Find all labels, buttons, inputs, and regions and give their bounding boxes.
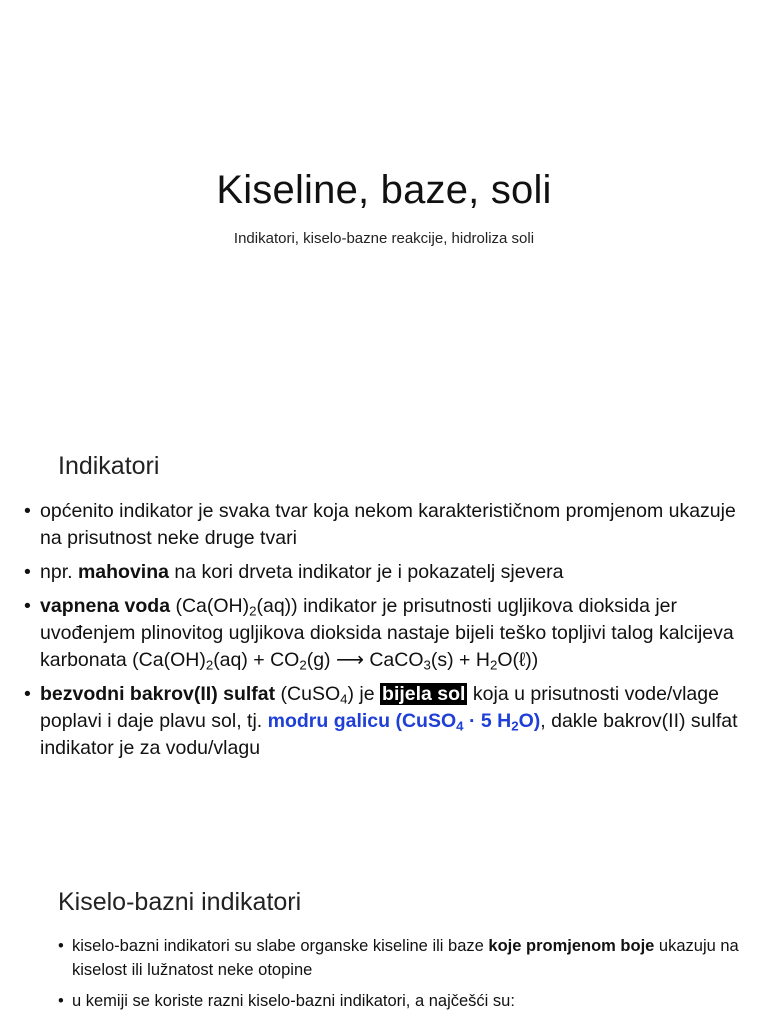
bullet-dot-icon: • [24,500,31,522]
bullet-text: na kori drveta indikator je i pokazatelj sjevera [168,561,564,583]
bullet-text: (aq) + CO [213,649,300,671]
bold-term-bakrov-sulfat: bezvodni bakrov(II) sulfat [40,683,276,705]
bullet-text: (g) ⟶ CaCO [306,649,424,671]
bullet-item-vapnena-voda [24,593,754,674]
bullet-dot-icon: • [24,683,31,705]
bullet-dot-icon: • [58,937,64,955]
bullet-text: ukazuju na kiselost ili lužnatost neke otopine [72,937,739,979]
bullet-item-general-indicator [24,498,754,552]
bullet-item-mahovina [24,559,754,586]
bullet-text: (CuSO [275,683,341,705]
bullet-text: npr. [40,561,78,583]
kiselo-bazni-slide [0,844,768,1024]
blue-text: · 5 H [463,710,512,732]
bullet-text: ) je [347,683,381,705]
highlighted-term-bijela-sol: bijela sol [382,683,466,705]
bullet-text: (s) + H [430,649,490,671]
subscript: 3 [423,657,431,673]
indikatori-slide [0,432,768,844]
subscript: 2 [205,657,214,673]
bullet-item-najcesci [58,989,748,1013]
bullet-text: O(ℓ)) [497,649,539,671]
bullet-item-organske-kiseline [58,934,748,982]
blue-text: modru galicu (CuSO [267,710,457,732]
bullet-text: općenito indikator je svaka tvar koja nekom karakterističnom promjenom ukazuje na prisutnost neke druge tvari [40,500,736,549]
bullet-dot-icon: • [24,595,31,617]
bullet-text: kiselo-bazni indikatori su slabe organske kiseline ili baze [72,937,489,955]
bullet-dot-icon: • [24,561,31,583]
blue-term-modra-galica [268,710,541,732]
title-slide [0,0,768,432]
bullet-text: (Ca(OH) [170,595,250,617]
subscript: 2 [249,603,257,619]
kiselo-bazni-bullet-list [58,934,748,1020]
slide-title: Kiseline, baze, soli [216,168,552,212]
bullet-item-bakrov-sulfat [24,681,754,762]
section-heading-indikatori: Indikatori [58,452,160,480]
subscript: 4 [340,691,348,707]
bullet-text: (aq)) indikator je prisutnosti ugljikova dioksida jer uvođenjem plinovitog ugljikova dioksida nastaje bijeli teško topljivi talog kalcijeva karbonata (Ca(OH) [40,595,734,671]
bold-term-mahovina: mahovina [77,561,169,583]
bullet-text: koja u prisutnosti vode/vlage poplavi i daje plavu sol, tj. [40,683,719,732]
bullet-text: , dakle bakrov(II) sulfat indikator je za vodu/vlagu [40,710,738,759]
subscript: 2 [489,657,498,673]
subscript: 2 [511,718,519,734]
bullet-dot-icon: • [58,992,64,1010]
bullet-text: u kemiji se koriste razni kiselo-bazni indikatori, a najčešći su: [72,992,515,1010]
blue-text: O) [518,710,541,732]
slide-subtitle: Indikatori, kiselo-bazne reakcije, hidroliza soli [233,230,535,247]
section-heading-kiselo-bazni: Kiselo-bazni indikatori [58,888,302,916]
bold-term-promjenom-boje: koje promjenom boje [488,937,655,955]
indikatori-bullet-list [24,498,754,769]
subscript: 2 [299,657,307,673]
subscript: 4 [456,718,464,734]
bold-term-vapnena-voda: vapnena voda [40,595,171,617]
